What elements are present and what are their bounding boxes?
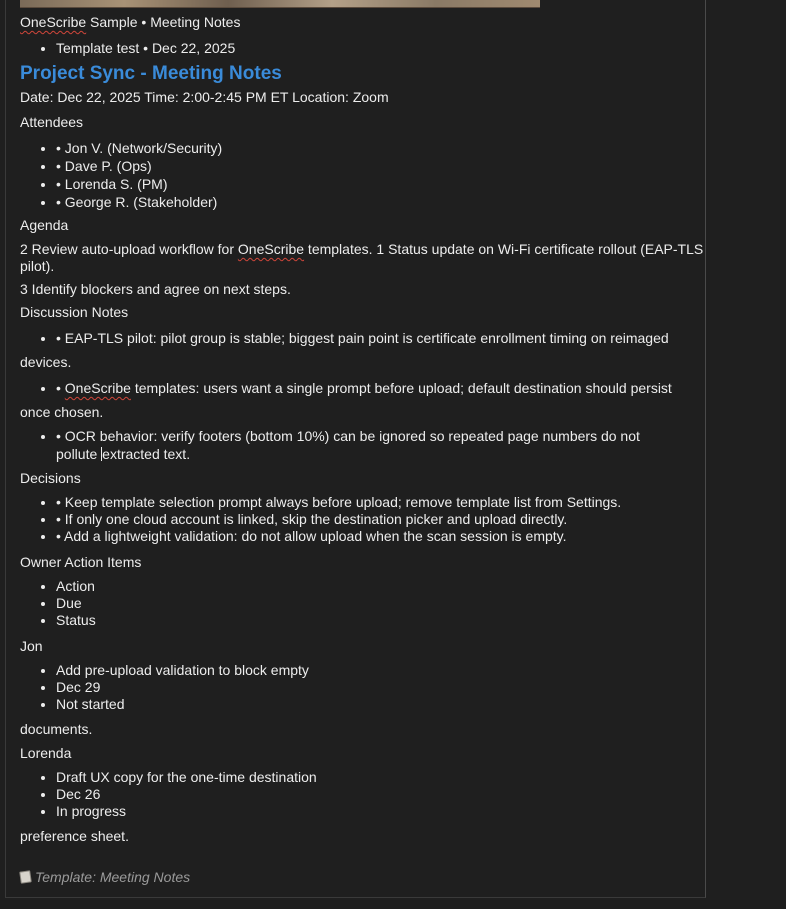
source-list bbox=[20, 39, 705, 57]
list-item: • Status bbox=[56, 612, 705, 629]
list-text: • OCR behavior: verify footers (bottom 10%) can be ignored so repeated page numbers do not pollute bbox=[56, 428, 640, 462]
owner-continuation: documents. bbox=[20, 721, 93, 737]
owner-name: Jon bbox=[20, 638, 43, 654]
list-item: • In progress bbox=[56, 803, 705, 820]
owner-continuation: preference sheet. bbox=[20, 828, 129, 844]
note-content[interactable] bbox=[20, 14, 705, 885]
discussion-list bbox=[20, 379, 705, 397]
attendees-heading: Attendees bbox=[20, 114, 84, 130]
note-icon bbox=[19, 870, 32, 883]
list-item bbox=[56, 427, 676, 463]
list-item: • • Lorenda S. (PM) bbox=[56, 175, 705, 193]
banner-image bbox=[20, 0, 540, 8]
attendees-list bbox=[20, 139, 705, 211]
list-text: templates: users want a single prompt before upload; default destination should persist bbox=[130, 380, 672, 396]
list-item: • • If only one cloud account is linked, skip the destination picker and upload directly. bbox=[56, 511, 705, 528]
decisions-list bbox=[20, 494, 705, 545]
discussion-continuation: once chosen. bbox=[20, 404, 104, 420]
discussion-continuation: devices. bbox=[20, 354, 72, 370]
agenda-line-1 bbox=[20, 241, 705, 275]
spellcheck-word: OneScribe bbox=[20, 14, 87, 30]
source-line bbox=[20, 14, 705, 31]
owner-items-list bbox=[20, 662, 705, 713]
discussion-list bbox=[20, 329, 705, 347]
list-item: • Dec 26 bbox=[56, 786, 705, 803]
agenda-heading: Agenda bbox=[20, 217, 69, 233]
agenda-line-2: 3 Identify blockers and agree on next steps. bbox=[20, 281, 291, 297]
list-item: • Due bbox=[56, 595, 705, 612]
decisions-heading: Decisions bbox=[20, 470, 81, 486]
list-item: • • EAP-TLS pilot: pilot group is stable; biggest pain point is certificate enrollment timing on reimaged bbox=[56, 329, 705, 347]
list-item bbox=[56, 379, 705, 397]
spellcheck-word: OneScribe bbox=[64, 380, 131, 396]
agenda-text: templates. 1 Status update on Wi-Fi certificate rollout (EAP-TLS pilot). bbox=[20, 241, 704, 274]
page-title: Project Sync - Meeting Notes bbox=[20, 63, 282, 84]
list-item: • • Add a lightweight validation: do not allow upload when the scan session is empty. bbox=[56, 528, 705, 545]
list-item: • • Keep template selection prompt always before upload; remove template list from Settings. bbox=[56, 494, 705, 511]
list-item: • Template test • Dec 22, 2025 bbox=[56, 39, 705, 57]
action-columns-list bbox=[20, 578, 705, 629]
action-items-heading: Owner Action Items bbox=[20, 554, 142, 570]
list-item: • • Jon V. (Network/Security) bbox=[56, 139, 705, 157]
meta-line: Date: Dec 22, 2025 Time: 2:00-2:45 PM ET Location: Zoom bbox=[20, 89, 389, 105]
owner-name: Lorenda bbox=[20, 745, 72, 761]
source-line-text: Sample • Meeting Notes bbox=[86, 14, 241, 30]
owner-items-list bbox=[20, 769, 705, 820]
list-item: • Draft UX copy for the one-time destination bbox=[56, 769, 705, 786]
template-footer bbox=[20, 869, 705, 885]
list-text: • bbox=[56, 380, 65, 396]
list-item: • Action bbox=[56, 578, 705, 595]
list-item: • Dec 29 bbox=[56, 679, 705, 696]
list-item: • Add pre-upload validation to block empty bbox=[56, 662, 705, 679]
template-footer-text: Template: Meeting Notes bbox=[35, 869, 191, 885]
list-item: • • Dave P. (Ops) bbox=[56, 157, 705, 175]
list-text: extracted text. bbox=[102, 446, 191, 462]
list-item: • • George R. (Stakeholder) bbox=[56, 193, 705, 211]
discussion-list bbox=[20, 427, 705, 463]
list-item: • Not started bbox=[56, 696, 705, 713]
bottom-strip bbox=[0, 900, 786, 909]
spellcheck-word: OneScribe bbox=[237, 241, 305, 257]
discussion-heading: Discussion Notes bbox=[20, 304, 129, 320]
agenda-text: 2 Review auto-upload workflow for bbox=[20, 241, 238, 257]
